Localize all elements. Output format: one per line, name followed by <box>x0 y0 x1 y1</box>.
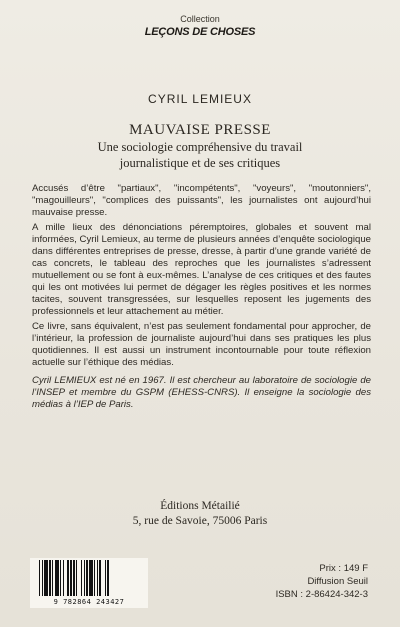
subtitle-line-1: Une sociologie compréhensive du travail <box>97 140 303 154</box>
isbn-barcode <box>30 558 148 608</box>
author-name: CYRIL LEMIEUX <box>148 92 252 106</box>
blurb-paragraph-2: A mille lieux des dénonciations péremptoires, globales et souvent mal informées, Cyril Lemieux, au terme de plusieurs années d’enquête sociologique dans différentes entreprises de presse, dresse, à partir d’une grande variété de cas concrets, le tableau des reproches que les journalistes s’adressent mutuellement ou se font à eux-mêmes. L’analyse de ces critiques et des fautes qui les ont motivées lui permet de dégager les règles positives et les normes tacites, souvent transgressées, sur lesquelles reposent les jugements des professionnels et leur attachement au métier. <box>32 222 371 317</box>
collection-label: Collection <box>180 14 220 24</box>
barcode-bars <box>39 560 139 596</box>
blurb-paragraph-1: Accusés d’être "partiaux", "incompétents", "voyeurs", "moutonniers", "magouilleurs", "complices des puissants", les journalistes ont aujourd’hui mauvaise presse. <box>32 183 371 218</box>
subtitle-line-2: journalistique et de ses critiques <box>119 156 281 170</box>
distribution: Diffusion Seuil <box>307 576 368 587</box>
isbn: ISBN : 2-86424-342-3 <box>275 589 368 600</box>
barcode-stripe <box>109 560 110 596</box>
publisher-name: Éditions Métailié <box>160 500 240 512</box>
blurb-paragraph-3: Ce livre, sans équivalent, n’est pas seulement fondamental pour approcher, de l’intérieur, la profession de journaliste aujourd’hui dans ses pratiques les plus quotidiennes. Il est aussi un instrument incontournable pour toute réflexion actuelle sur l’éthique des médias. <box>32 321 371 368</box>
author-bio: Cyril LEMIEUX est né en 1967. Il est chercheur au laboratoire de sociologie de l’INSEP et membre du GSPM (EHESS-CNRS). Il enseigne la sociologie des médias à l’IEP de Paris. <box>32 375 371 410</box>
blurb <box>32 183 371 414</box>
price: Prix : 149 F <box>319 563 368 574</box>
publisher-address: 5, rue de Savoie, 75006 Paris <box>132 515 268 527</box>
series-title: LEÇONS DE CHOSES <box>144 26 256 38</box>
barcode-number: 9 782864 243427 <box>53 598 125 606</box>
book-title: MAUVAISE PRESSE <box>129 122 271 138</box>
